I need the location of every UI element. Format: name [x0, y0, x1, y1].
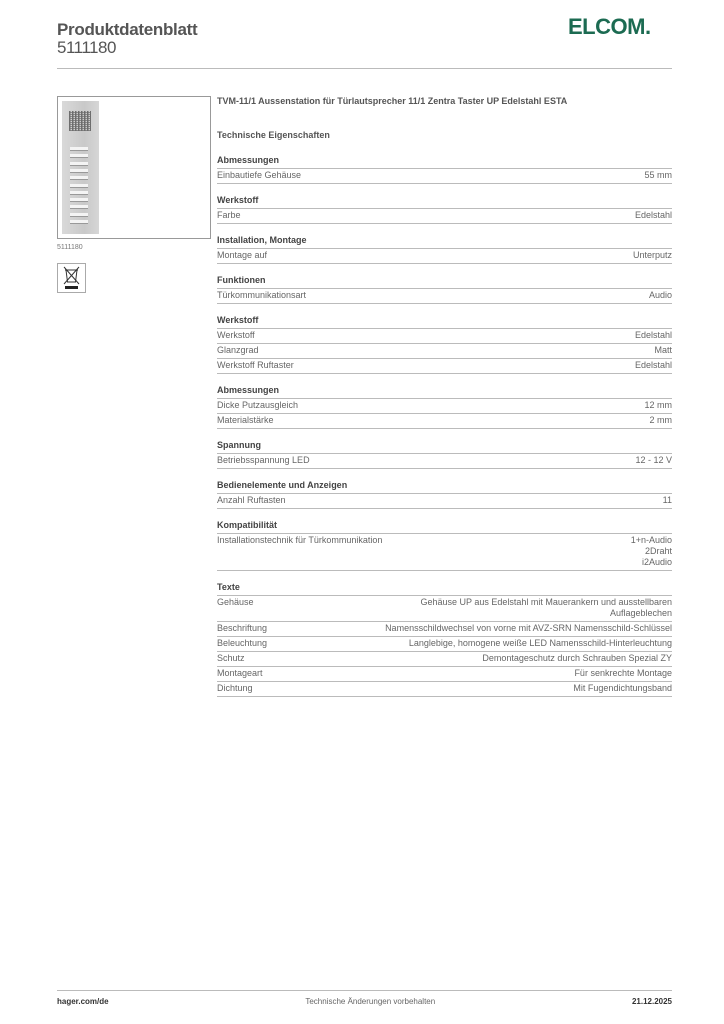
property-label: Einbautiefe Gehäuse	[217, 170, 302, 180]
property-group	[217, 235, 672, 264]
footer-link[interactable]: hager.com/de	[57, 997, 109, 1006]
call-button	[70, 147, 88, 151]
property-value: Edelstahl	[634, 330, 672, 340]
call-button	[70, 184, 88, 188]
property-row	[217, 494, 672, 509]
call-button	[70, 176, 88, 180]
property-value: Namensschildwechsel von vorne mit AVZ-SRN Namensschild-Schlüssel	[385, 623, 672, 633]
property-row	[217, 637, 672, 652]
call-button	[70, 191, 88, 195]
property-group	[217, 582, 672, 697]
property-value: Für senkrechte Montage	[574, 668, 672, 678]
property-group	[217, 440, 672, 469]
property-group	[217, 480, 672, 509]
property-group	[217, 155, 672, 184]
property-value: Langlebige, homogene weiße LED Namensschild-Hinterleuchtung	[408, 638, 672, 648]
property-label: Beschriftung	[217, 623, 268, 633]
property-row	[217, 249, 672, 264]
property-row	[217, 329, 672, 344]
property-label: Montageart	[217, 668, 263, 678]
property-value: 55 mm	[644, 170, 672, 180]
property-group	[217, 385, 672, 429]
article-number: 5111180	[57, 38, 116, 57]
property-value: Matt	[654, 345, 672, 355]
property-label: Materialstärke	[217, 415, 274, 425]
property-label: Betriebsspannung LED	[217, 455, 310, 465]
group-heading: Bedienelemente und Anzeigen	[217, 480, 672, 494]
property-group	[217, 315, 672, 374]
product-image	[57, 96, 211, 239]
property-group	[217, 195, 672, 224]
property-label: Montage auf	[217, 250, 268, 260]
weee-crossed-bin-icon	[57, 263, 86, 293]
property-value: Unterputz	[632, 250, 672, 260]
property-label: Dicke Putzausgleich	[217, 400, 299, 410]
door-station-panel	[62, 101, 99, 234]
property-label: Installationstechnik für Türkommunikation	[217, 535, 383, 545]
group-heading: Texte	[217, 582, 672, 596]
property-row	[217, 344, 672, 359]
tech-heading: Technische Eigenschaften	[217, 130, 330, 140]
property-row	[217, 454, 672, 469]
property-row	[217, 667, 672, 682]
elcom-logo: ELCOM.	[568, 14, 651, 39]
call-button	[70, 205, 88, 209]
property-row	[217, 534, 672, 571]
product-details	[217, 96, 672, 697]
property-value: 2 mm	[649, 415, 672, 425]
group-heading: Werkstoff	[217, 315, 672, 329]
group-heading: Abmessungen	[217, 155, 672, 169]
property-label: Farbe	[217, 210, 241, 220]
property-row	[217, 359, 672, 374]
property-row	[217, 652, 672, 667]
call-button	[70, 169, 88, 173]
property-label: Dichtung	[217, 683, 253, 693]
group-heading: Werkstoff	[217, 195, 672, 209]
property-row	[217, 209, 672, 224]
call-button	[70, 220, 88, 224]
property-row	[217, 414, 672, 429]
property-label: Schutz	[217, 653, 245, 663]
property-label: Werkstoff Ruftaster	[217, 360, 294, 370]
speaker-grille	[69, 111, 91, 131]
call-button	[70, 154, 88, 158]
footer-date: 21.12.2025	[631, 997, 672, 1006]
property-value: Edelstahl	[634, 360, 672, 370]
footer	[57, 997, 672, 1006]
page-title: Produktdatenblatt	[57, 20, 198, 39]
property-value: Demontageschutz durch Schrauben Spezial ZY	[482, 653, 672, 663]
group-heading: Installation, Montage	[217, 235, 672, 249]
property-value: 11	[662, 495, 672, 505]
header-divider	[57, 68, 672, 69]
footer-divider	[57, 990, 672, 991]
property-value: 12 mm	[644, 400, 672, 410]
property-group	[217, 520, 672, 571]
property-label: Werkstoff	[217, 330, 255, 340]
property-value: 12 - 12 V	[635, 455, 672, 465]
group-heading: Kompatibilität	[217, 520, 672, 534]
group-heading: Abmessungen	[217, 385, 672, 399]
image-caption: 5111180	[57, 244, 83, 251]
group-heading: Spannung	[217, 440, 672, 454]
property-label: Anzahl Ruftasten	[217, 495, 286, 505]
property-row	[217, 289, 672, 304]
property-value: 1+n-Audio 2Draht i2Audio	[630, 535, 672, 567]
product-title: TVM-11/1 Aussenstation für Türlautsprecher 11/1 Zentra Taster UP Edelstahl ESTA	[217, 96, 568, 106]
property-row	[217, 622, 672, 637]
call-button	[70, 198, 88, 202]
property-value: Edelstahl	[634, 210, 672, 220]
property-value: Audio	[648, 290, 672, 300]
call-button	[70, 162, 88, 166]
property-row	[217, 682, 672, 697]
property-groups	[217, 155, 672, 697]
call-button	[70, 213, 88, 217]
property-value: Mit Fugendichtungsband	[573, 683, 672, 693]
footer-disclaimer: Technische Änderungen vorbehalten	[305, 997, 436, 1006]
group-heading: Funktionen	[217, 275, 672, 289]
property-row	[217, 596, 672, 622]
property-group	[217, 275, 672, 304]
property-label: Türkommunikationsart	[217, 290, 307, 300]
property-label: Glanzgrad	[217, 345, 259, 355]
property-value: Gehäuse UP aus Edelstahl mit Mauerankern und ausstellbaren Auflageblechen	[420, 597, 672, 618]
property-row	[217, 169, 672, 184]
property-label: Beleuchtung	[217, 638, 268, 648]
property-row	[217, 399, 672, 414]
property-label: Gehäuse	[217, 597, 254, 607]
